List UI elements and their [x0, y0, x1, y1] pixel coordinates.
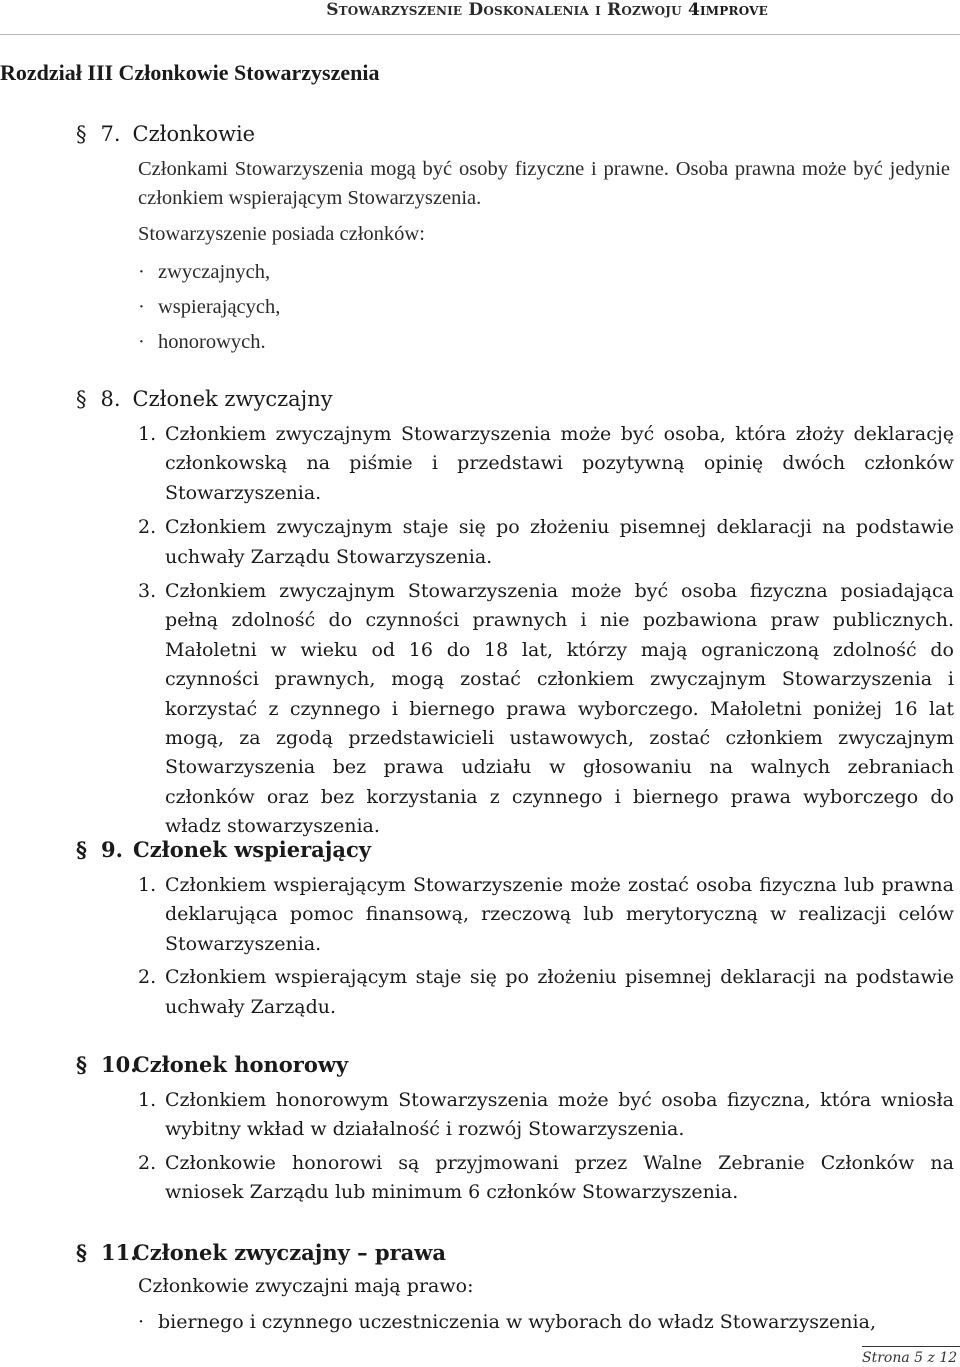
page-number: Strona 5 z 12: [862, 1350, 958, 1366]
section-7-lead: Stowarzyszenie posiada członków:: [138, 223, 425, 245]
section-mark-icon: §: [76, 1052, 87, 1077]
list-item: 2. Członkiem wspierającym staje się po złożeniu pisemnej deklaracji na podstawie uchwały Zarządu.: [138, 966, 954, 1018]
section-7-heading: [76, 122, 255, 146]
bullet-icon: ·: [138, 261, 145, 283]
list-item: 3. Członkiem zwyczajnym Stowarzyszenia może być osoba fizyczna posiadająca pełną zdolność do czynności prawnych i nie pozbawiona praw publicznych. Małoletni w wieku od 16 do 18 lat, którzy mają ograniczoną zdolność do czynności prawnych, mogą zostać członkiem zwyczajnym Stowarzyszenia i korzystać z czynnego i biernego prawa wyborczego. Małoletni poniżej 16 lat mogą, za zgodą przedstawicieli ustawowych, zostać członkiem zwyczajnym Stowarzyszenia bez prawa udziału w głosowaniu na walnych zebraniach członków oraz bez korzystania z czynnego i biernego prawa wyborczego do władz stowarzyszenia.: [138, 580, 954, 838]
section-9-list: [138, 871, 954, 1022]
section-mark-icon: §: [76, 837, 87, 862]
footer-rule: [862, 1346, 960, 1347]
list-item: · wspierających,: [138, 290, 280, 325]
bullet-icon: ·: [138, 296, 145, 318]
bullet-icon: ·: [138, 1311, 145, 1333]
section-mark-icon: §: [76, 1240, 87, 1265]
section-9-heading: [76, 837, 371, 862]
chapter-title: Rozdział III Członkowie Stowarzyszenia: [0, 60, 380, 85]
running-header: [326, 0, 768, 20]
section-mark-icon: §: [76, 122, 87, 146]
section-number: 7.: [100, 122, 121, 146]
section-11-heading: [76, 1240, 446, 1265]
section-title: Członkowie: [132, 122, 256, 146]
list-item: 1. Członkiem honorowym Stowarzyszenia może być osoba fizyczna, która wniosła wybitny wkład w działalność i rozwój Stowarzyszenia.: [138, 1089, 954, 1141]
section-title: Członek honorowy: [132, 1052, 349, 1077]
section-8-heading: [76, 387, 333, 411]
section-10-heading: [76, 1052, 348, 1077]
section-number: 9.: [100, 837, 123, 862]
section-8-list: [138, 420, 954, 842]
list-item: 2. Członkowie honorowi są przyjmowani przez Walne Zebranie Członków na wniosek Zarządu lub minimum 6 członków Stowarzyszenia.: [138, 1151, 954, 1204]
bullet-icon: ·: [138, 331, 145, 353]
rights-list: [138, 1308, 876, 1338]
section-title: Członek wspierający: [132, 837, 371, 862]
section-title: Członek zwyczajny – prawa: [132, 1240, 446, 1265]
header-prefix: Stowarzyszenie Doskonalenia i Rozwoju: [326, 0, 688, 20]
section-number: 11.: [100, 1240, 138, 1265]
list-item: · zwyczajnych,: [138, 255, 280, 290]
header-rule: [0, 34, 960, 35]
section-11-lead: Członkowie zwyczajni mają prawo:: [138, 1275, 474, 1297]
section-7-intro: Członkami Stowarzyszenia mogą być osoby fizyczne i prawne. Osoba prawna może być jedynie członkiem wspierającym Stowarzyszenia.: [138, 158, 950, 209]
section-mark-icon: §: [76, 387, 87, 411]
list-item: · biernego i czynnego uczestniczenia w wyborach do władz Stowarzyszenia,: [138, 1308, 876, 1338]
list-item: 1. Członkiem zwyczajnym Stowarzyszenia może być osoba, która złoży deklarację członkowską na piśmie i przedstawi pozytywną opinię dwóch członków Stowarzyszenia.: [138, 423, 954, 504]
list-item: 2. Członkiem zwyczajnym staje się po złożeniu pisemnej deklaracji na podstawie uchwały Zarządu Stowarzyszenia.: [138, 516, 954, 568]
section-number: 8.: [100, 387, 121, 411]
list-item: · honorowych.: [138, 325, 280, 360]
member-types-list: [138, 255, 280, 360]
section-10-list: [138, 1086, 954, 1208]
header-brand: 4improve: [687, 0, 768, 20]
section-title: Członek zwyczajny: [132, 387, 333, 411]
section-number: 10.: [100, 1052, 138, 1077]
list-item: 1. Członkiem wspierającym Stowarzyszenie może zostać osoba fizyczna lub prawna deklarująca pomoc finansową, rzeczową lub merytoryczną w realizacji celów Stowarzyszenia.: [138, 874, 954, 955]
